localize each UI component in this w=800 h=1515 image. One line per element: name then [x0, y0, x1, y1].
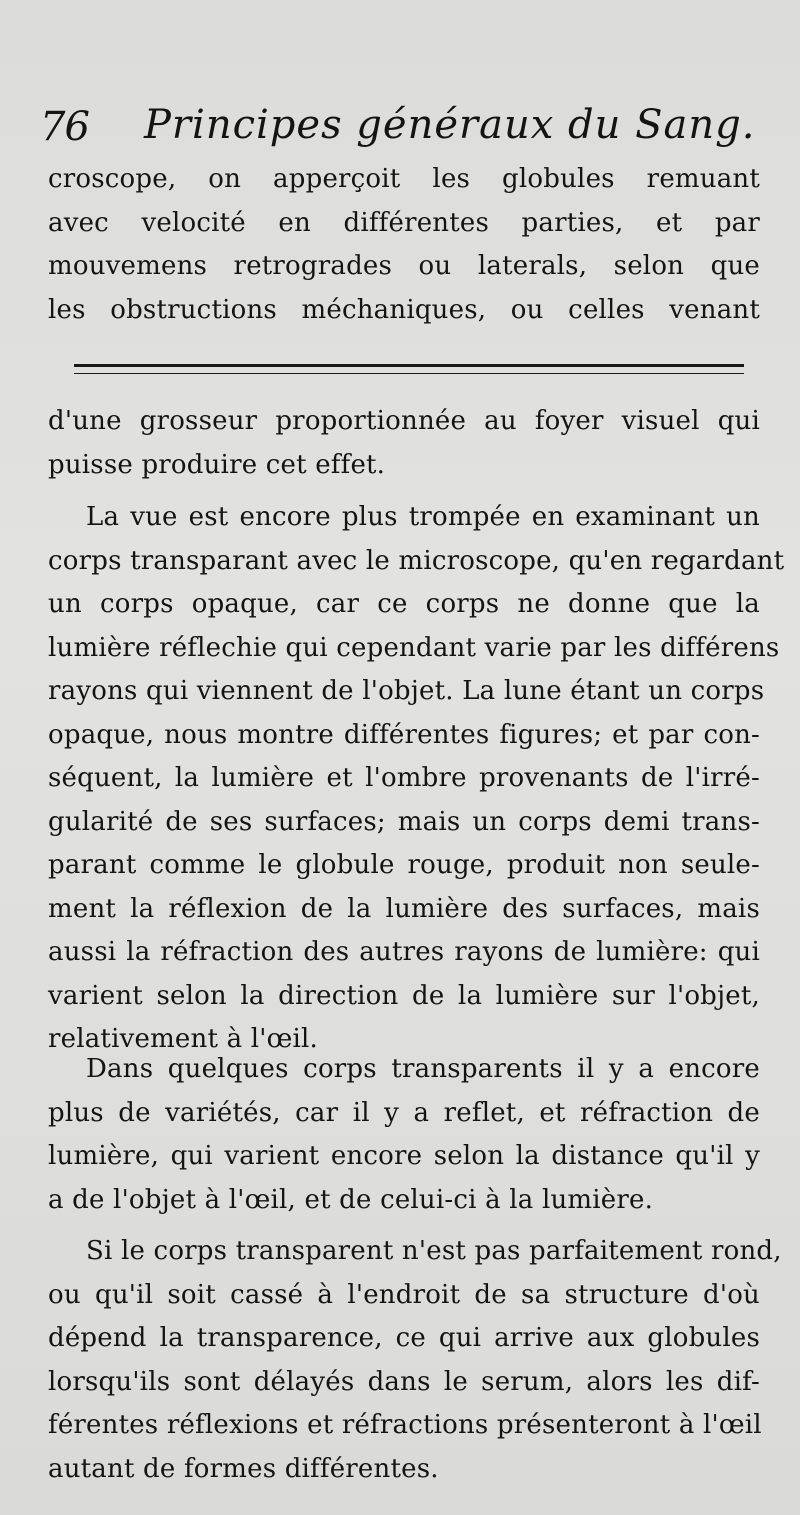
text-line: croscope, on apperçoit les globules remuant — [48, 164, 760, 194]
text-line: lorsqu'ils sont délayés dans le serum, alors les dif- — [48, 1366, 760, 1397]
text-line: lumière, qui varient encore selon la distance qu'il y — [48, 1141, 760, 1171]
text-line: ment la réflexion de la lumière des surfaces, mais — [48, 893, 760, 924]
text-line: La vue est encore plus trompée en examinant un — [86, 502, 760, 532]
text-line: gularité de ses surfaces; mais un corps demi trans- — [48, 806, 760, 837]
paragraph-3 — [48, 1048, 760, 1222]
text-line: dépend la transparence, ce qui arrive aux globules — [48, 1323, 760, 1353]
page-header — [40, 98, 760, 158]
paragraph-2 — [48, 496, 785, 1062]
text-line: relativement à l'œil. — [48, 1024, 319, 1054]
text-line: a de l'objet à l'œil, et de celui-ci à la lumière. — [48, 1184, 654, 1215]
text-line: mouvemens retrogrades ou laterals, selon que — [48, 251, 760, 281]
text-line: varient selon la direction de la lumière sur l'objet, — [48, 980, 760, 1011]
continued-text-block — [48, 158, 760, 332]
text-line: férentes réflexions et réfractions présenteront à l'œil — [48, 1410, 762, 1440]
text-line: les obstructions méchaniques, ou celles venant — [48, 294, 760, 325]
text-line: puisse produire cet effet. — [48, 449, 386, 480]
text-line: rayons qui viennent de l'objet. La lune étant un corps — [48, 676, 765, 706]
text-line: séquent, la lumière et l'ombre provenants de l'irré- — [48, 763, 760, 793]
text-line: lumière réflechie qui cependant varie par les différens — [48, 632, 780, 663]
text-line: corps transparant avec le microscope, qu'en regardant — [48, 545, 785, 576]
text-line: avec velocité en différentes parties, et par — [48, 207, 760, 238]
text-line: un corps opaque, car ce corps ne donne que la — [48, 589, 760, 619]
running-title: Principes généraux du Sang. — [144, 102, 756, 148]
section-divider — [74, 364, 744, 374]
text-line: aussi la réfraction des autres rayons de lumière: qui — [48, 937, 760, 967]
text-line: parant comme le globule rouge, produit non seule- — [48, 850, 760, 880]
paragraph-1 — [48, 400, 760, 487]
text-line: d'une grosseur proportionnée au foyer visuel qui — [48, 406, 760, 436]
text-line: opaque, nous montre différentes figures; et par con- — [48, 719, 760, 750]
text-line: Si le corps transparent n'est pas parfaitement rond, — [86, 1236, 782, 1266]
text-line: ou qu'il soit cassé à l'endroit de sa structure d'où — [48, 1279, 760, 1310]
paragraph-4 — [48, 1230, 782, 1491]
text-line: plus de variétés, car il y a reflet, et réfraction de — [48, 1097, 760, 1128]
page-number: 76 — [40, 104, 89, 150]
text-line: Dans quelques corps transparents il y a encore — [86, 1054, 760, 1084]
text-line: autant de formes différentes. — [48, 1453, 439, 1484]
